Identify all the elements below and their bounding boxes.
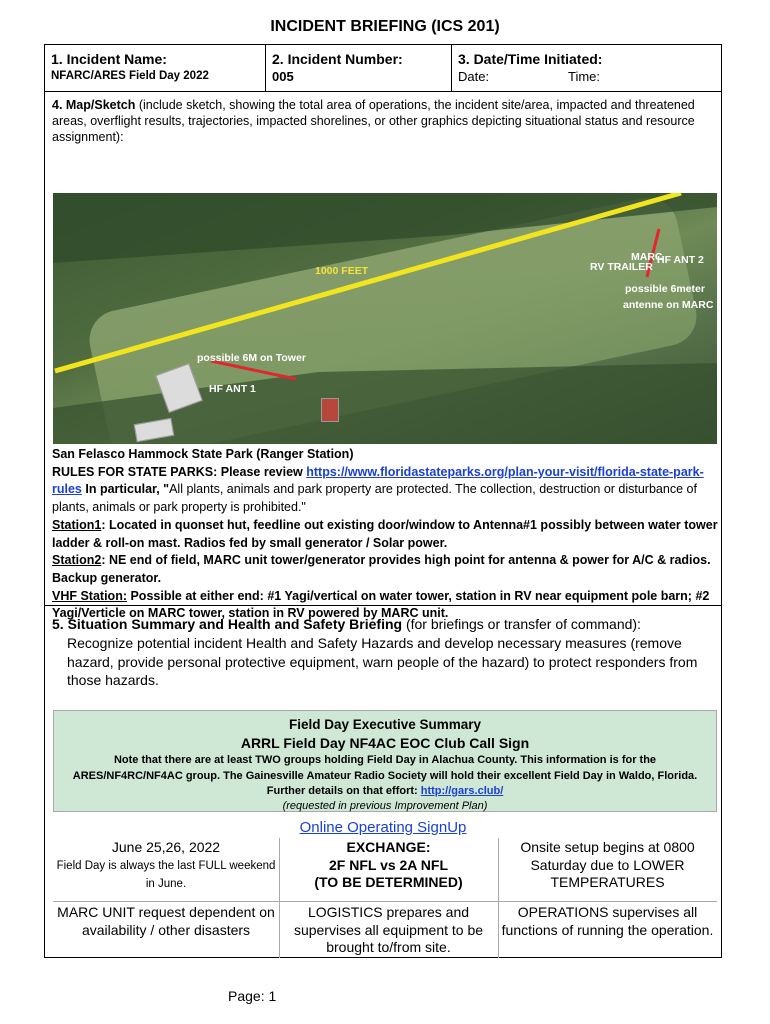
park-rules: RULES FOR STATE PARKS: Please review https://www.floridastateparks.org/plan-your-visit/florida-state-park-rules In particular, "All plants, animals and park property are protected. The collection, destruction or disturbance of plants, animals or park property is prohibited." xyxy=(52,464,704,515)
marc-cell: MARC UNIT request dependent on availability / other disasters xyxy=(57,904,275,938)
situation-heading: 5. Situation Summary and Health and Safety Briefing (for briefings or transfer of command): xyxy=(52,616,641,632)
possible-6m-marc-label-2: antenne on MARC xyxy=(623,299,714,311)
setup-cell: Onsite setup begins at 0800 Saturday due to LOWER TEMPERATURES xyxy=(520,839,695,890)
hf-ant-2-label: HF ANT 2 xyxy=(657,254,704,266)
logistics-cell: LOGISTICS prepares and supervises all equipment to be brought to/from site. xyxy=(293,904,484,955)
map-sketch-heading: 4. Map/Sketch (include sketch, showing the total area of operations, the incident site/area, impacted and threatened areas, overflight results, trajectories, impacted shorelines, or other graphics depicting situational status and resource assignment): xyxy=(52,98,695,144)
executive-summary-box xyxy=(53,710,717,812)
possible-6m-tower-label: possible 6M on Tower xyxy=(197,352,306,364)
incident-name-value: NFARC/ARES Field Day 2022 xyxy=(51,70,209,82)
time-label: Time: xyxy=(568,69,601,84)
gars-link[interactable]: http://gars.club/ xyxy=(420,785,504,797)
incident-name-cell xyxy=(45,45,266,91)
distance-label: 1000 FEET xyxy=(315,265,369,277)
summary-title: Field Day Executive Summary xyxy=(288,717,482,732)
map-sketch-section xyxy=(45,92,721,621)
rv-trailer-label: RV TRAILER xyxy=(590,261,653,273)
park-rules-link[interactable]: https://www.floridastateparks.org/plan-your-visit/florida-state-park-rules xyxy=(52,464,704,497)
date-label: Date: xyxy=(458,69,490,84)
summary-requested: (requested in previous Improvement Plan) xyxy=(282,799,488,812)
dates-value: June 25,26, 2022 xyxy=(111,839,221,855)
possible-6m-marc-label-1: possible 6meter xyxy=(625,283,705,295)
dates-cell xyxy=(53,839,279,893)
online-signup-link[interactable]: Online Operating SignUp xyxy=(299,819,467,836)
exchange-cell: EXCHANGE: 2F NFL vs 2A NFL (TO BE DETERMINED) xyxy=(314,839,463,890)
map-overlay xyxy=(53,193,717,444)
distance-line xyxy=(55,193,681,371)
page-number: Page: 1 xyxy=(228,988,277,1004)
site-description xyxy=(52,446,718,623)
incident-number-label: 2. Incident Number: xyxy=(272,51,403,67)
incident-number-cell xyxy=(266,45,452,91)
situation-section xyxy=(45,606,721,959)
form-title: INCIDENT BRIEFING (ICS 201) xyxy=(270,18,500,35)
grid-row-divider xyxy=(53,901,717,902)
incident-number-value: 005 xyxy=(272,69,294,84)
situation-body: Recognize potential incident Health and Safety Hazards and develop necessary measures (remove hazard, provide personal protective equipment, warn people of the hazard) to protect responders from those hazards. xyxy=(67,635,698,688)
station-1: Station1: Located in quonset hut, feedline out existing door/window to Antenna#1 possibly between water tower ladder & roll-on mast. Radios fed by small generator / Solar power. xyxy=(52,517,718,550)
summary-note: Note that there are at least TWO groups holding Field Day in Alachua County. This information is for the ARES/NF4RC/NF4AC group. The Gainesville Amateur Radio Society will hold their excellent Field Day in Waldo, Florida. Further details on that effort: http://gars.club/ xyxy=(72,754,698,797)
park-name: San Felasco Hammock State Park (Ranger Station) xyxy=(52,447,354,461)
vhf-station: VHF Station: Possible at either end: #1 Yagi/vertical on water tower, station in RV near equipment pole barn; #2 Yagi/Verticle on MARC tower, station in RV powered by MARC unit. xyxy=(52,588,710,621)
marc-label: MARC xyxy=(631,251,663,263)
operations-cell: OPERATIONS supervises all functions of running the operation. xyxy=(501,904,714,938)
form-header xyxy=(45,45,721,92)
dates-note: Field Day is always the last FULL weekend in June. xyxy=(56,859,276,890)
hf-ant-1-label: HF ANT 1 xyxy=(209,383,256,395)
aerial-map xyxy=(53,193,717,444)
station-2: Station2: NE end of field, MARC unit tower/generator provides high point for antenna & power for A/C & radios. Backup generator. xyxy=(52,553,711,585)
ics-201-form xyxy=(44,44,722,958)
datetime-label: 3. Date/Time Initiated: xyxy=(458,51,603,67)
summary-subtitle: ARRL Field Day NF4AC EOC Club Call Sign xyxy=(240,735,530,751)
incident-name-label: 1. Incident Name: xyxy=(51,51,167,67)
datetime-cell xyxy=(452,45,723,91)
